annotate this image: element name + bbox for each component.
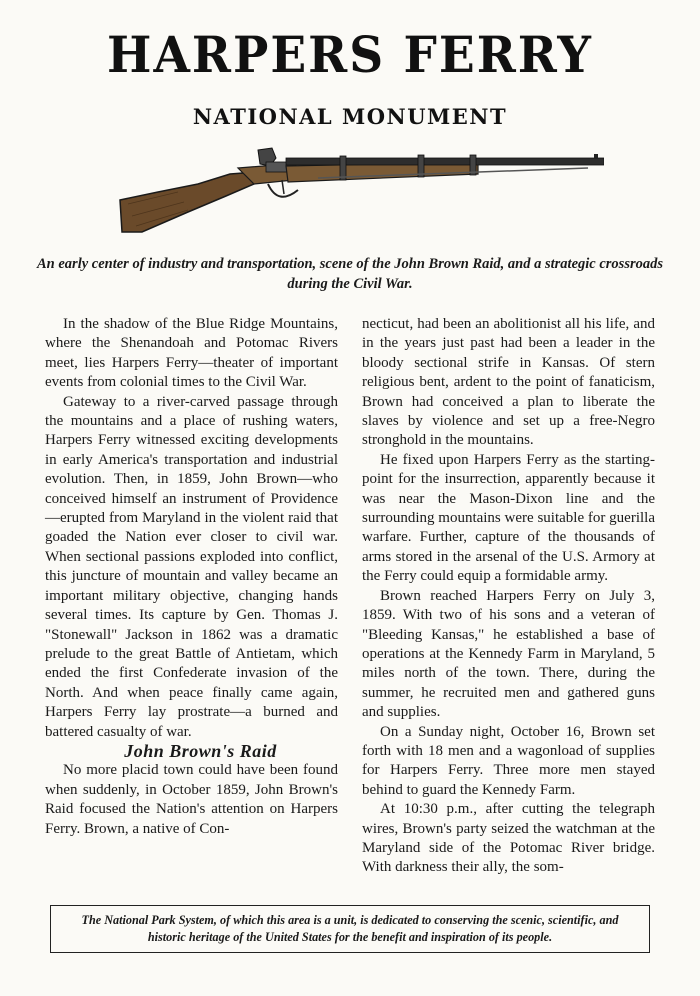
intro-caption: An early center of industry and transportation, scene of the John Brown Raid, and a strategic crossroads during the Civil War.: [37, 256, 663, 292]
paragraph: Brown reached Harpers Ferry on July 3, 1859. With two of his sons and a veteran of "Bleeding Kansas," he established a base of operations at the Kennedy Farm in Maryland, 5 miles north of the town. There, during the summer, he recruited men and gathered guns and supplies.: [362, 587, 655, 721]
page-subtitle: NATIONAL MONUMENT: [192, 104, 508, 129]
paragraph: He fixed upon Harpers Ferry as the starting-point for the insurrection, apparently because it was near the Mason-Dixon line and the surrounding mountains were suitable for guerilla warfare. Further, capture of the thousands of arms stored in the arsenal of the U.S. Armory at the Ferry could equip a formidable army.: [362, 451, 655, 585]
paragraph: No more placid town could have been found when suddenly, in October 1859, John Brown's Raid focused the Nation's attention on Harpers Ferry. Brown, a native of Con-: [45, 762, 338, 837]
left-column: [45, 315, 338, 839]
footer-notice: The National Park System, of which this area is a unit, is dedicated to conserving the scenic, scientific, and historic heritage of the United States for the benefit and inspiration of its people.: [81, 913, 619, 944]
page-title: HARPERS FERRY: [107, 26, 593, 85]
rifle-icon: [118, 140, 604, 236]
footer-notice-box: [50, 905, 650, 953]
paragraph: On a Sunday night, October 16, Brown set forth with 18 men and a wagonload of supplies for Harpers Ferry. Three more men stayed behind to guard the Kennedy Farm.: [362, 723, 655, 798]
paragraph: At 10:30 p.m., after cutting the telegraph wires, Brown's party seized the watchman at the Maryland side of the Potomac River bridge. With darkness their ally, the som-: [362, 801, 655, 876]
paragraph: Gateway to a river-carved passage through the mountains and a place of rushing waters, Harpers Ferry witnessed exciting developments in early America's transportation and industrial evolution. Then, in 1859, John Brown—who conceived himself an instrument of Providence—erupted from Maryland in the violent raid that goaded the Nation ever closer to civil war. When sectional passions exploded into conflict, this juncture of mountain and valley became an important military objective, changing hands several times. Its capture by Gen. Thomas J. "Stonewall" Jackson in 1862 was a dramatic prelude to the great Battle of Antietam, which ended the first Confederate invasion of the North. And when peace finally came again, Harpers Ferry lay prostrate—a burned and battered casualty of war.: [45, 393, 338, 740]
right-column: [362, 315, 655, 878]
section-heading: John Brown's Raid: [124, 740, 277, 761]
paragraph: necticut, had been an abolitionist all his life, and in the years just past had been a leader in the bloody sectional strife in Kansas. Of stern religious bent, ardent to the point of fanaticism, Brown had conceived a plan to liberate the slaves by violence and set up a free-Negro stronghold in the mountains.: [362, 316, 655, 449]
paragraph: In the shadow of the Blue Ridge Mountains, where the Shenandoah and Potomac Rivers meet, lies Harpers Ferry—theater of important events from colonial times to the Civil War.: [45, 316, 338, 391]
